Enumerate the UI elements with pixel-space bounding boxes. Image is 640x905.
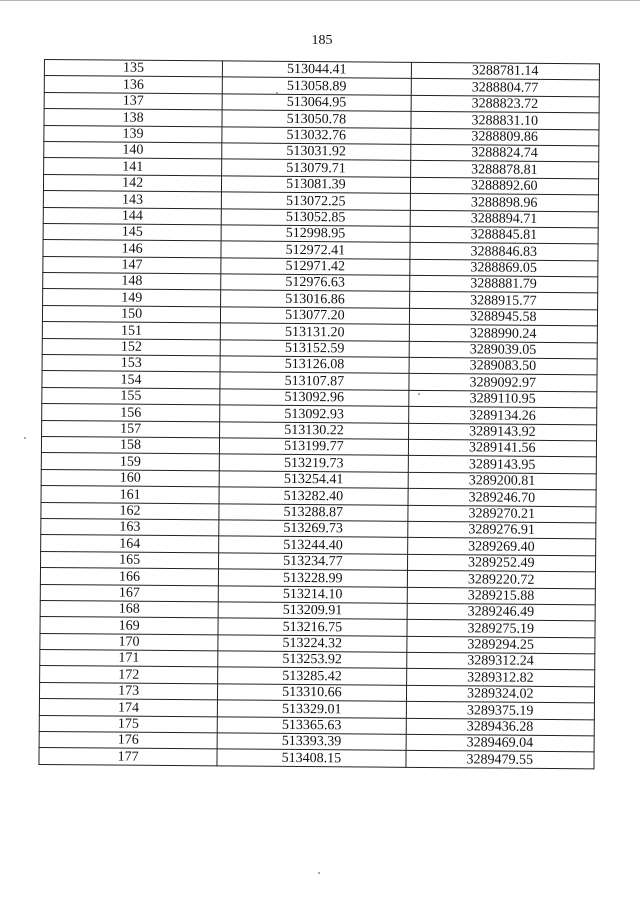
x-coordinate-cell: 513079.71	[222, 159, 410, 177]
y-coordinate-cell: 3288781.14	[411, 62, 600, 80]
scan-speck	[276, 92, 278, 94]
y-coordinate-cell: 3288990.24	[409, 325, 598, 343]
page-number: 185	[311, 33, 333, 48]
x-coordinate-cell: 513214.10	[218, 585, 406, 603]
point-number-cell: 165	[41, 551, 219, 569]
point-number-cell: 147	[43, 256, 221, 274]
scan-speck	[418, 393, 420, 395]
x-coordinate-cell: 513209.91	[218, 602, 406, 620]
x-coordinate-cell: 513253.92	[218, 651, 406, 669]
x-coordinate-cell: 513058.89	[222, 77, 410, 95]
y-coordinate-cell: 3289110.95	[408, 390, 597, 408]
y-coordinate-cell: 3289276.91	[407, 521, 596, 539]
y-coordinate-cell: 3289143.95	[408, 456, 597, 474]
coordinates-table	[38, 59, 600, 769]
y-coordinate-cell: 3288915.77	[409, 292, 598, 310]
x-coordinate-cell: 513032.76	[222, 126, 410, 144]
y-coordinate-cell: 3289215.88	[407, 587, 596, 605]
point-number-cell: 140	[44, 141, 222, 159]
y-coordinate-cell: 3289220.72	[407, 570, 596, 588]
x-coordinate-cell: 513282.40	[219, 487, 407, 505]
point-number-cell: 156	[42, 404, 220, 422]
x-coordinate-cell: 513393.39	[217, 733, 405, 751]
point-number-cell: 142	[43, 174, 221, 192]
point-number-cell: 157	[42, 420, 220, 438]
x-coordinate-cell: 513072.25	[222, 192, 410, 210]
point-number-cell: 138	[44, 109, 222, 127]
point-number-cell: 174	[39, 699, 217, 717]
x-coordinate-cell: 513216.75	[218, 618, 406, 636]
point-number-cell: 144	[43, 207, 221, 225]
point-number-cell: 135	[44, 60, 222, 78]
x-coordinate-cell: 512998.95	[221, 225, 409, 243]
y-coordinate-cell: 3288898.96	[410, 194, 599, 212]
y-coordinate-cell: 3289469.04	[406, 734, 595, 752]
point-number-cell: 141	[44, 158, 222, 176]
x-coordinate-cell: 513288.87	[219, 503, 407, 521]
x-coordinate-cell: 513081.39	[222, 176, 410, 194]
x-coordinate-cell: 513126.08	[220, 356, 408, 374]
y-coordinate-cell: 3288845.81	[410, 226, 599, 244]
x-coordinate-cell: 513152.59	[220, 340, 408, 358]
point-number-cell: 176	[39, 731, 217, 749]
point-number-cell: 152	[42, 338, 220, 356]
point-number-cell: 163	[41, 518, 219, 536]
x-coordinate-cell: 513254.41	[219, 471, 407, 489]
point-number-cell: 171	[40, 650, 218, 668]
y-coordinate-cell: 3289324.02	[406, 685, 595, 703]
x-coordinate-cell: 512972.41	[221, 241, 409, 259]
point-number-cell: 143	[43, 191, 221, 209]
x-coordinate-cell: 513244.40	[219, 536, 407, 554]
x-coordinate-cell: 513092.93	[220, 405, 408, 423]
point-number-cell: 169	[40, 617, 218, 635]
y-coordinate-cell: 3288894.71	[410, 210, 599, 228]
x-coordinate-cell: 513130.22	[220, 421, 408, 439]
point-number-cell: 177	[39, 748, 217, 766]
x-coordinate-cell: 513077.20	[221, 307, 409, 325]
x-coordinate-cell: 513219.73	[219, 454, 407, 472]
x-coordinate-cell: 513329.01	[218, 700, 406, 718]
point-number-cell: 162	[41, 502, 219, 520]
y-coordinate-cell: 3289246.49	[407, 603, 596, 621]
y-coordinate-cell: 3289312.24	[406, 652, 595, 670]
point-number-cell: 167	[40, 584, 218, 602]
point-number-cell: 175	[39, 715, 217, 733]
point-number-cell: 170	[40, 633, 218, 651]
y-coordinate-cell: 3289092.97	[408, 374, 597, 392]
scan-speck	[318, 872, 320, 874]
x-coordinate-cell: 513052.85	[221, 208, 409, 226]
point-number-cell: 136	[44, 76, 222, 94]
point-number-cell: 149	[43, 289, 221, 307]
x-coordinate-cell: 513234.77	[219, 553, 407, 571]
x-coordinate-cell: 513310.66	[218, 684, 406, 702]
x-coordinate-cell: 513408.15	[217, 749, 405, 767]
y-coordinate-cell: 3288878.81	[410, 161, 599, 179]
y-coordinate-cell: 3288892.60	[410, 177, 599, 195]
x-coordinate-cell: 513064.95	[222, 94, 410, 112]
y-coordinate-cell: 3288824.74	[410, 144, 599, 162]
y-coordinate-cell: 3288809.86	[410, 128, 599, 146]
y-coordinate-cell: 3289270.21	[407, 505, 596, 523]
x-coordinate-cell: 513224.32	[218, 635, 406, 653]
point-number-cell: 150	[42, 305, 220, 323]
y-coordinate-cell: 3288869.05	[409, 259, 598, 277]
y-coordinate-cell: 3289479.55	[406, 751, 595, 769]
y-coordinate-cell: 3288846.83	[410, 243, 599, 261]
x-coordinate-cell: 513131.20	[221, 323, 409, 341]
x-coordinate-cell: 513016.86	[221, 290, 409, 308]
y-coordinate-cell: 3289436.28	[406, 718, 595, 736]
y-coordinate-cell: 3289275.19	[407, 620, 596, 638]
y-coordinate-cell: 3288804.77	[411, 79, 600, 97]
point-number-cell: 155	[42, 387, 220, 405]
y-coordinate-cell: 3288831.10	[411, 112, 600, 130]
x-coordinate-cell: 513031.92	[222, 143, 410, 161]
y-coordinate-cell: 3288881.79	[409, 275, 598, 293]
x-coordinate-cell: 513107.87	[220, 372, 408, 390]
coordinates-table-body	[39, 60, 600, 769]
y-coordinate-cell: 3289141.56	[408, 439, 597, 457]
y-coordinate-cell: 3289134.26	[408, 407, 597, 425]
y-coordinate-cell: 3289294.25	[406, 636, 595, 654]
x-coordinate-cell: 513092.96	[220, 389, 408, 407]
y-coordinate-cell: 3289143.92	[408, 423, 597, 441]
y-coordinate-cell: 3289200.81	[408, 472, 597, 490]
point-number-cell: 146	[43, 240, 221, 258]
x-coordinate-cell: 513044.41	[223, 61, 411, 79]
point-number-cell: 173	[39, 682, 217, 700]
point-number-cell: 137	[44, 92, 222, 110]
point-number-cell: 148	[43, 273, 221, 291]
point-number-cell: 153	[42, 355, 220, 373]
point-number-cell: 161	[41, 486, 219, 504]
point-number-cell: 168	[40, 600, 218, 618]
y-coordinate-cell: 3289246.70	[408, 489, 597, 507]
point-number-cell: 164	[41, 535, 219, 553]
x-coordinate-cell: 513285.42	[218, 667, 406, 685]
y-coordinate-cell: 3288823.72	[411, 95, 600, 113]
point-number-cell: 159	[41, 453, 219, 471]
scan-speck	[24, 437, 26, 439]
point-number-cell: 158	[41, 436, 219, 454]
point-number-cell: 151	[42, 322, 220, 340]
y-coordinate-cell: 3288945.58	[409, 308, 598, 326]
y-coordinate-cell: 3289083.50	[409, 357, 598, 375]
point-number-cell: 145	[43, 223, 221, 241]
x-coordinate-cell: 512976.63	[221, 274, 409, 292]
x-coordinate-cell: 512971.42	[221, 258, 409, 276]
point-number-cell: 139	[44, 125, 222, 143]
x-coordinate-cell: 513228.99	[219, 569, 407, 587]
x-coordinate-cell: 513365.63	[217, 717, 405, 735]
x-coordinate-cell: 513050.78	[222, 110, 410, 128]
point-number-cell: 154	[42, 371, 220, 389]
y-coordinate-cell: 3289252.49	[407, 554, 596, 572]
y-coordinate-cell: 3289375.19	[406, 702, 595, 720]
y-coordinate-cell: 3289269.40	[407, 538, 596, 556]
y-coordinate-cell: 3289039.05	[409, 341, 598, 359]
x-coordinate-cell: 513199.77	[220, 438, 408, 456]
y-coordinate-cell: 3289312.82	[406, 669, 595, 687]
point-number-cell: 166	[40, 568, 218, 586]
point-number-cell: 160	[41, 469, 219, 487]
top-border-line	[0, 0, 640, 1]
point-number-cell: 172	[40, 666, 218, 684]
x-coordinate-cell: 513269.73	[219, 520, 407, 538]
